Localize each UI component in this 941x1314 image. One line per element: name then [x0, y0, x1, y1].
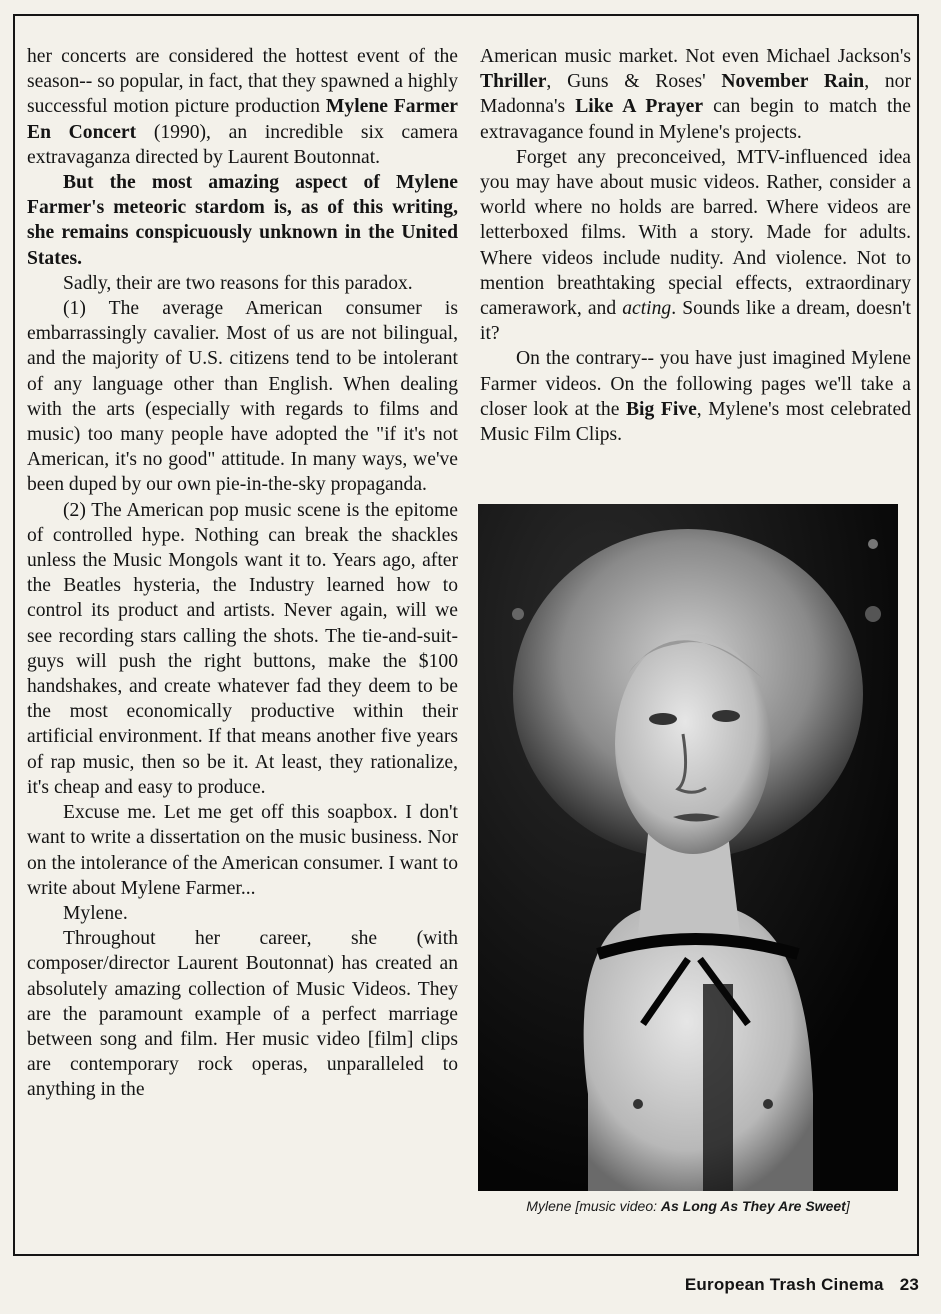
left-column — [27, 44, 458, 1103]
paragraph: (2) The American pop music scene is the epitome of controlled hype. Nothing can break the shackles unless the Music Mongols want it to. Years ago, after the Beatles hysteria, the Industry learned how to control its product and artists. Never again, will we see recording stars calling the shots. The tie-and-suit-guys will push the right buttons, make the $100 handshakes, and create whatever fad they deem to be the most economically productive within their artificial environment. If that means another five years of rap music, then so be it. At least, they rationalize, it's cheap and easy to produce. — [27, 499, 458, 798]
paragraph: Excuse me. Let me get off this soapbox. I don't want to write a dissertation on the music business. Nor on the intolerance of the American consumer. I want to write about Mylene Farmer... — [27, 802, 458, 899]
paragraph: Forget any preconceived, MTV-influenced idea you may have about music videos. Rather, consider a world where no holds are barred. Where videos are letterboxed films. With a story. Made for adults. Where videos include nudity. And violence. Not to mention breathtaking special effects, extraordinary camerawork, and acting. Sounds like a dream, doesn't it? — [480, 146, 911, 345]
paragraph: her concerts are considered the hottest event of the season-- so popular, in fact, that they spawned a highly successful motion picture production Mylene Farmer En Concert (1990), an incredible six camera extravaganza directed by Laurent Boutonnat. — [27, 46, 458, 168]
photo-caption: Mylene [music video: As Long As They Are Sweet] — [526, 1198, 850, 1214]
bold-paragraph: But the most amazing aspect of Mylene Farmer's meteoric stardom is, as of this writing, she remains conspicuously unknown in the United States. — [27, 172, 458, 269]
paragraph: Mylene. — [63, 902, 128, 924]
paragraph: Sadly, their are two reasons for this paradox. — [63, 272, 413, 294]
page-number: 23 — [899, 1275, 919, 1294]
paragraph: American music market. Not even Michael Jackson's Thriller, Guns & Roses' November Rain, nor Madonna's Like A Prayer can begin to match the extravagance found in Mylene's projects. — [480, 46, 911, 143]
right-column — [480, 44, 911, 447]
paragraph: (1) The average American consumer is embarrassingly cavalier. Most of us are not bilingual, and the majority of U.S. citizens tend to be intolerant of any language other than English. When dealing with the arts (especially with regards to films and music) too many people have adopted the "if it's not American, it's no good" attitude. In many ways, we've been duped by our own pie-in-the-sky propaganda. — [27, 298, 458, 496]
paragraph: On the contrary-- you have just imagined Mylene Farmer videos. On the following pages we'll take a closer look at the Big Five, Mylene's most celebrated Music Film Clips. — [480, 348, 911, 446]
paragraph: Throughout her career, she (with composer/director Laurent Boutonnat) has created an absolutely amazing collection of Music Videos. They are the paramount example of a perfect marriage between song and film. Her music video [film] clips are contemporary rock operas, unparalleled to anything in the — [27, 928, 458, 1101]
mylene-photo — [478, 504, 898, 1191]
page-footer — [685, 1275, 919, 1295]
photo-illustration — [478, 504, 898, 1191]
publication-name: European Trash Cinema — [684, 1275, 884, 1294]
